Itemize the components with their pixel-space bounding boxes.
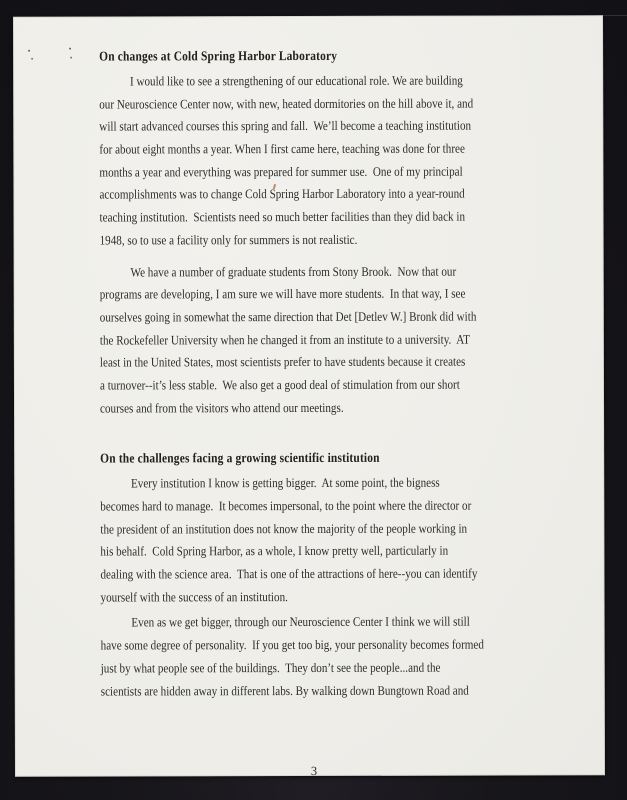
text-line: becomes hard to manage. It becomes impersonal, to the point where the director or	[100, 497, 472, 514]
section	[99, 43, 562, 420]
text-line: accomplishments was to change Cold Spring Harbor Laboratory into a year-round	[99, 186, 465, 202]
text-line: We have a number of graduate students from Stony Brook. Now that our	[130, 263, 457, 279]
paragraph	[100, 260, 562, 420]
text-line: least in the United States, most scientists prefer to have students because it creates	[99, 353, 466, 370]
text-line: the Rockefeller University when he changed it from an institute to a university. AT	[99, 331, 470, 348]
paragraph	[101, 611, 563, 703]
scan-artifact-dot	[69, 48, 71, 50]
section	[100, 446, 562, 703]
text-line: teaching institution. Scientists need so much better facilities than they did back in	[99, 208, 466, 225]
text-line: dealing with the science area. That is one of the attractions of here--you can identify	[100, 565, 478, 582]
text-line: a turnover--it’s less stable. We also get a good deal of stimulation from our short	[99, 376, 460, 393]
text-line: ourselves going in somewhat the same direction that Det [Detlev W.] Bronk did with	[99, 308, 477, 325]
text-line: Every institution I know is getting bigger. At some point, the bigness	[130, 474, 440, 491]
scan-artifact-dot	[28, 50, 30, 52]
text-line: our Neuroscience Center now, with new, heated dormitories on the hill above it, and	[99, 95, 474, 112]
text-line: programs are developing, I am sure we will have more students. In that way, I see	[99, 285, 466, 302]
text-line: months a year and everything was prepared for summer use. One of my principal	[99, 163, 463, 180]
text-line: I would like to see a strengthening of our educational role. We are building	[129, 72, 463, 89]
page-number: 3	[310, 763, 318, 778]
text-line: yourself with the success of an institution.	[100, 588, 288, 605]
text-column	[99, 43, 562, 702]
paragraph	[100, 472, 562, 609]
text-line: courses and from the visitors who attend our meetings.	[100, 399, 344, 416]
section-heading: On the challenges facing a growing scientific institution	[100, 450, 380, 466]
text-line: the president of an institution does not know the majority of the people working in	[100, 520, 468, 537]
text-line: scientists are hidden away in different labs. By walking down Bungtown Road and	[100, 682, 469, 699]
text-line: his behalf. Cold Spring Harbor, as a whole, I know pretty well, particularly in	[100, 543, 449, 559]
text-line: will start advanced courses this spring and fall. We’ll become a teaching institution	[99, 117, 472, 134]
text-line: Even as we get bigger, through our Neuroscience Center I think we will still	[131, 614, 470, 630]
document-page	[13, 15, 605, 777]
scan-artifact-dot	[31, 58, 33, 60]
text-line: just by what people see of the buildings. They don’t see the people...and the	[100, 659, 441, 676]
scan-artifact-dot	[70, 57, 72, 59]
text-line: 1948, so to use a facility only for summers is not realistic.	[99, 231, 358, 248]
section-heading: On changes at Cold Spring Harbor Laboratory	[99, 47, 338, 64]
text-line: for about eight months a year. When I first came here, teaching was done for three	[99, 140, 465, 157]
paragraph	[99, 69, 561, 252]
text-line: have some degree of personality. If you get too big, your personality becomes formed	[100, 636, 484, 653]
